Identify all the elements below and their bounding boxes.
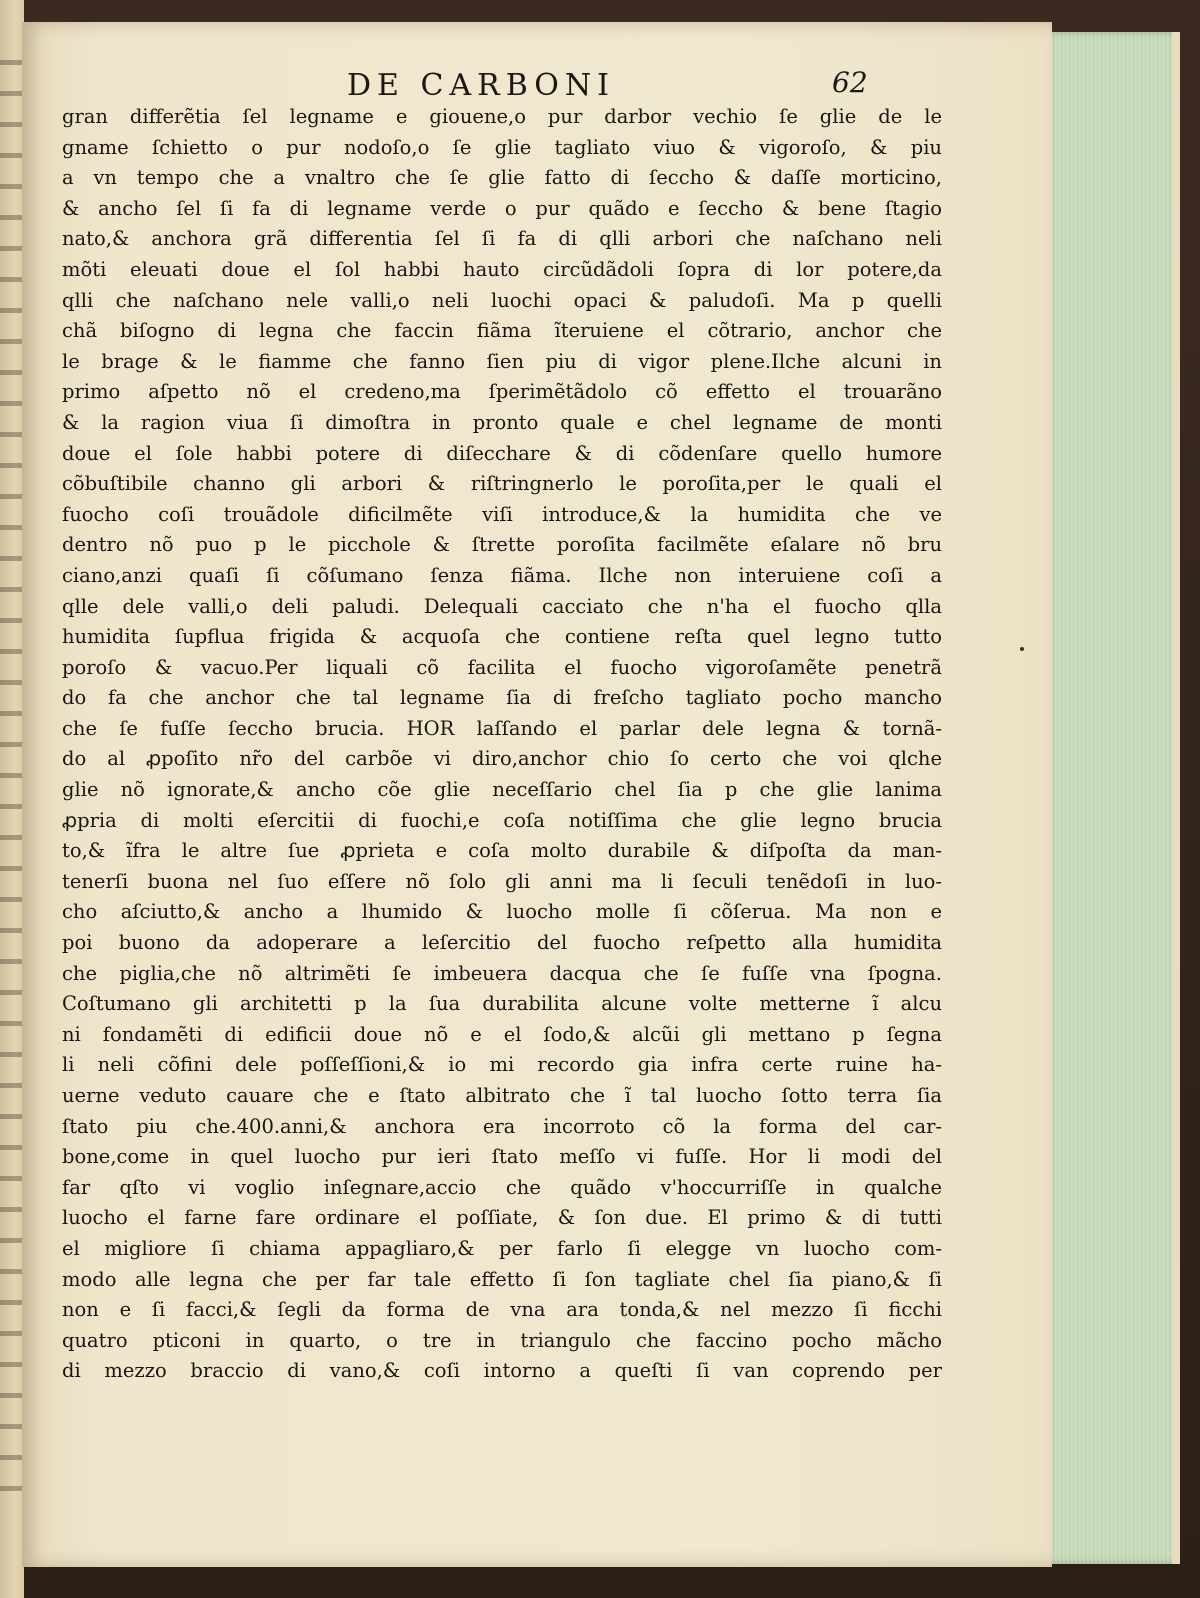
text-line: nato,& anchora grã differentia ſel ſi fa di qlli arbori che naſchano neli	[62, 227, 942, 251]
text-line: & ancho ſel ſi fa di legname verde o pur quãdo e ſeccho & bene ſtagio	[62, 196, 942, 220]
text-line: gname ſchietto o pur nodoſo,o ſe glie tagliato viuo & vigoroſo, & piu	[62, 135, 942, 159]
text-line: to,& ĩfra le altre ſue ꝓprieta e coſa molto durabile & diſpoſta da man-	[62, 839, 942, 863]
text-line: tenerſi buona nel ſuo eſſere nõ ſolo gli anni ma li ſeculi tenẽdoſi in luo-	[62, 869, 942, 893]
text-line: el migliore ſi chiama appagliaro,& per farlo ſi elegge vn luocho com-	[62, 1236, 942, 1260]
facing-page-text-fragments	[0, 60, 22, 1500]
text-line: di mezzo braccio di vano,& coſi intorno a queſti ſi van coprendo per	[62, 1359, 942, 1383]
ink-speck	[1020, 647, 1024, 651]
text-line: cõbuſtibile channo gli arbori & riſtringnerlo le poroſita,per le quali el	[62, 472, 942, 496]
text-line: bone,come in quel luocho pur ieri ſtato meſſo vi fuſſe. Hor li modi del	[62, 1145, 942, 1169]
text-line: quatro pticoni in quarto, o tre in triangulo che faccino pocho mãcho	[62, 1328, 942, 1352]
text-line: li neli cõfini dele poſſeſſioni,& io mi recordo gia infra certe ruine ha-	[62, 1053, 942, 1077]
text-line: ciano,anzi quaſi ſi cõſumano ſenza fiãma. Ilche non interuiene coſi a	[62, 563, 942, 587]
text-line: Coſtumano gli architetti p la ſua durabilita alcune volte metterne ĩ alcu	[62, 992, 942, 1016]
book-page	[22, 22, 1052, 1567]
page-block-edges	[1040, 32, 1180, 1564]
running-head-title: DE CARBONI	[347, 68, 615, 103]
text-line: uerne veduto cauare che e ſtato albitrato che ĩ tal luocho ſotto terra ſia	[62, 1084, 942, 1107]
text-line: modo alle legna che per far tale effetto ſi ſon tagliate chel ſia piano,& ſi	[62, 1267, 942, 1291]
text-line: ni fondamẽti di edificii doue nõ e el ſodo,& alcũi gli mettano p ſegna	[62, 1022, 942, 1046]
text-line: poi buono da adoperare a leſercitio del fuocho reſpetto alla humidita	[62, 931, 942, 955]
text-line: cho aſciutto,& ancho a lhumido & luocho molle ſi cõſerua. Ma non e	[62, 900, 942, 924]
text-line: poroſo & vacuo.Per liquali cõ facilita el fuocho vigoroſamẽte penetrã	[62, 655, 942, 679]
facing-page-edge	[0, 0, 24, 1598]
text-line: chã biſogno di legna che faccin fiãma ĩteruiene el cõtrario, anchor che	[62, 319, 942, 343]
text-line: che ſe fuſſe ſecchо brucia. HOR laſſando el parlar dele legna & tornã-	[62, 716, 942, 740]
text-line: ꝓpria di molti eſercitii di fuochi,e coſa notiſſima che glie legno brucia	[62, 808, 942, 832]
text-line: fuocho coſi trouãdole dificilmẽte viſi introduce,& la humidita che ve	[62, 502, 942, 526]
text-line: gran differẽtia ſel legname e giouene,o pur darbor vechio ſe glie de le	[62, 105, 942, 128]
text-line: le brage & le fiamme che fanno ſien piu di vigor plene.Ilche alcuni in	[62, 349, 942, 373]
text-line: humidita ſupflua frigida & acquoſa che contiene reſta quel legno tutto	[62, 625, 942, 649]
body-text	[62, 102, 942, 1387]
text-line: qlli che naſchano nele valli,o neli luochi opaci & paludoſi. Ma p quelli	[62, 288, 942, 312]
page-number: 62	[832, 66, 868, 99]
text-line: dentro nõ puo p le picchole & ſtrette poroſita facilmẽte eſalare nõ bru	[62, 533, 942, 557]
text-line: primo aſpetto nõ el credeno,ma ſperimẽtãdolo cõ effetto el trouarãno	[62, 380, 942, 404]
text-line: doue el ſole habbi potere di diſecchare & di cõdenſare quello humore	[62, 441, 942, 465]
text-line: che piglia,che nõ altrimẽti ſe imbeuera dacqua che ſe fuſſe vna ſpogna.	[62, 961, 942, 985]
text-line: do fa che anchor che tal legname ſia di freſcho tagliato pocho mancho	[62, 686, 942, 710]
text-line: non e ſi facci,& ſegli da forma de vna ara tonda,& nel mezzo ſi ficchi	[62, 1298, 942, 1322]
text-line: luocho el farne fare ordinare el poſſiate, & ſon due. El primo & di tutti	[62, 1206, 942, 1230]
text-line: qlle dele valli,o deli paludi. Delequali cacciato che n'ha el fuocho qlla	[62, 594, 942, 618]
text-line: a vn tempo che a vnaltro che ſe glie fatto di ſeccho & daſſe morticino,	[62, 166, 942, 190]
text-line: ſtato piu che.400.anni,& anchora era incorroto cõ la forma del car-	[62, 1114, 942, 1138]
text-line: far qſto vi voglio inſegnare,accio che quãdo v'hoccurriſſe in qualche	[62, 1175, 942, 1199]
text-line: do al ꝓpoſito nr̃o del carbõe vi diro,anchor chio ſo certo che voi qlche	[62, 747, 942, 771]
text-line: glie nõ ignorate,& ancho cõe glie neceſſario chel ſia p che glie lanima	[62, 778, 942, 802]
text-line: & la ragion viua ſi dimoſtra in pronto quale e chel legname de monti	[62, 410, 942, 434]
running-head	[22, 62, 1052, 102]
text-line: mõti eleuati doue el ſol habbi hauto circũdãdoli ſopra di lor potere,da	[62, 257, 942, 281]
